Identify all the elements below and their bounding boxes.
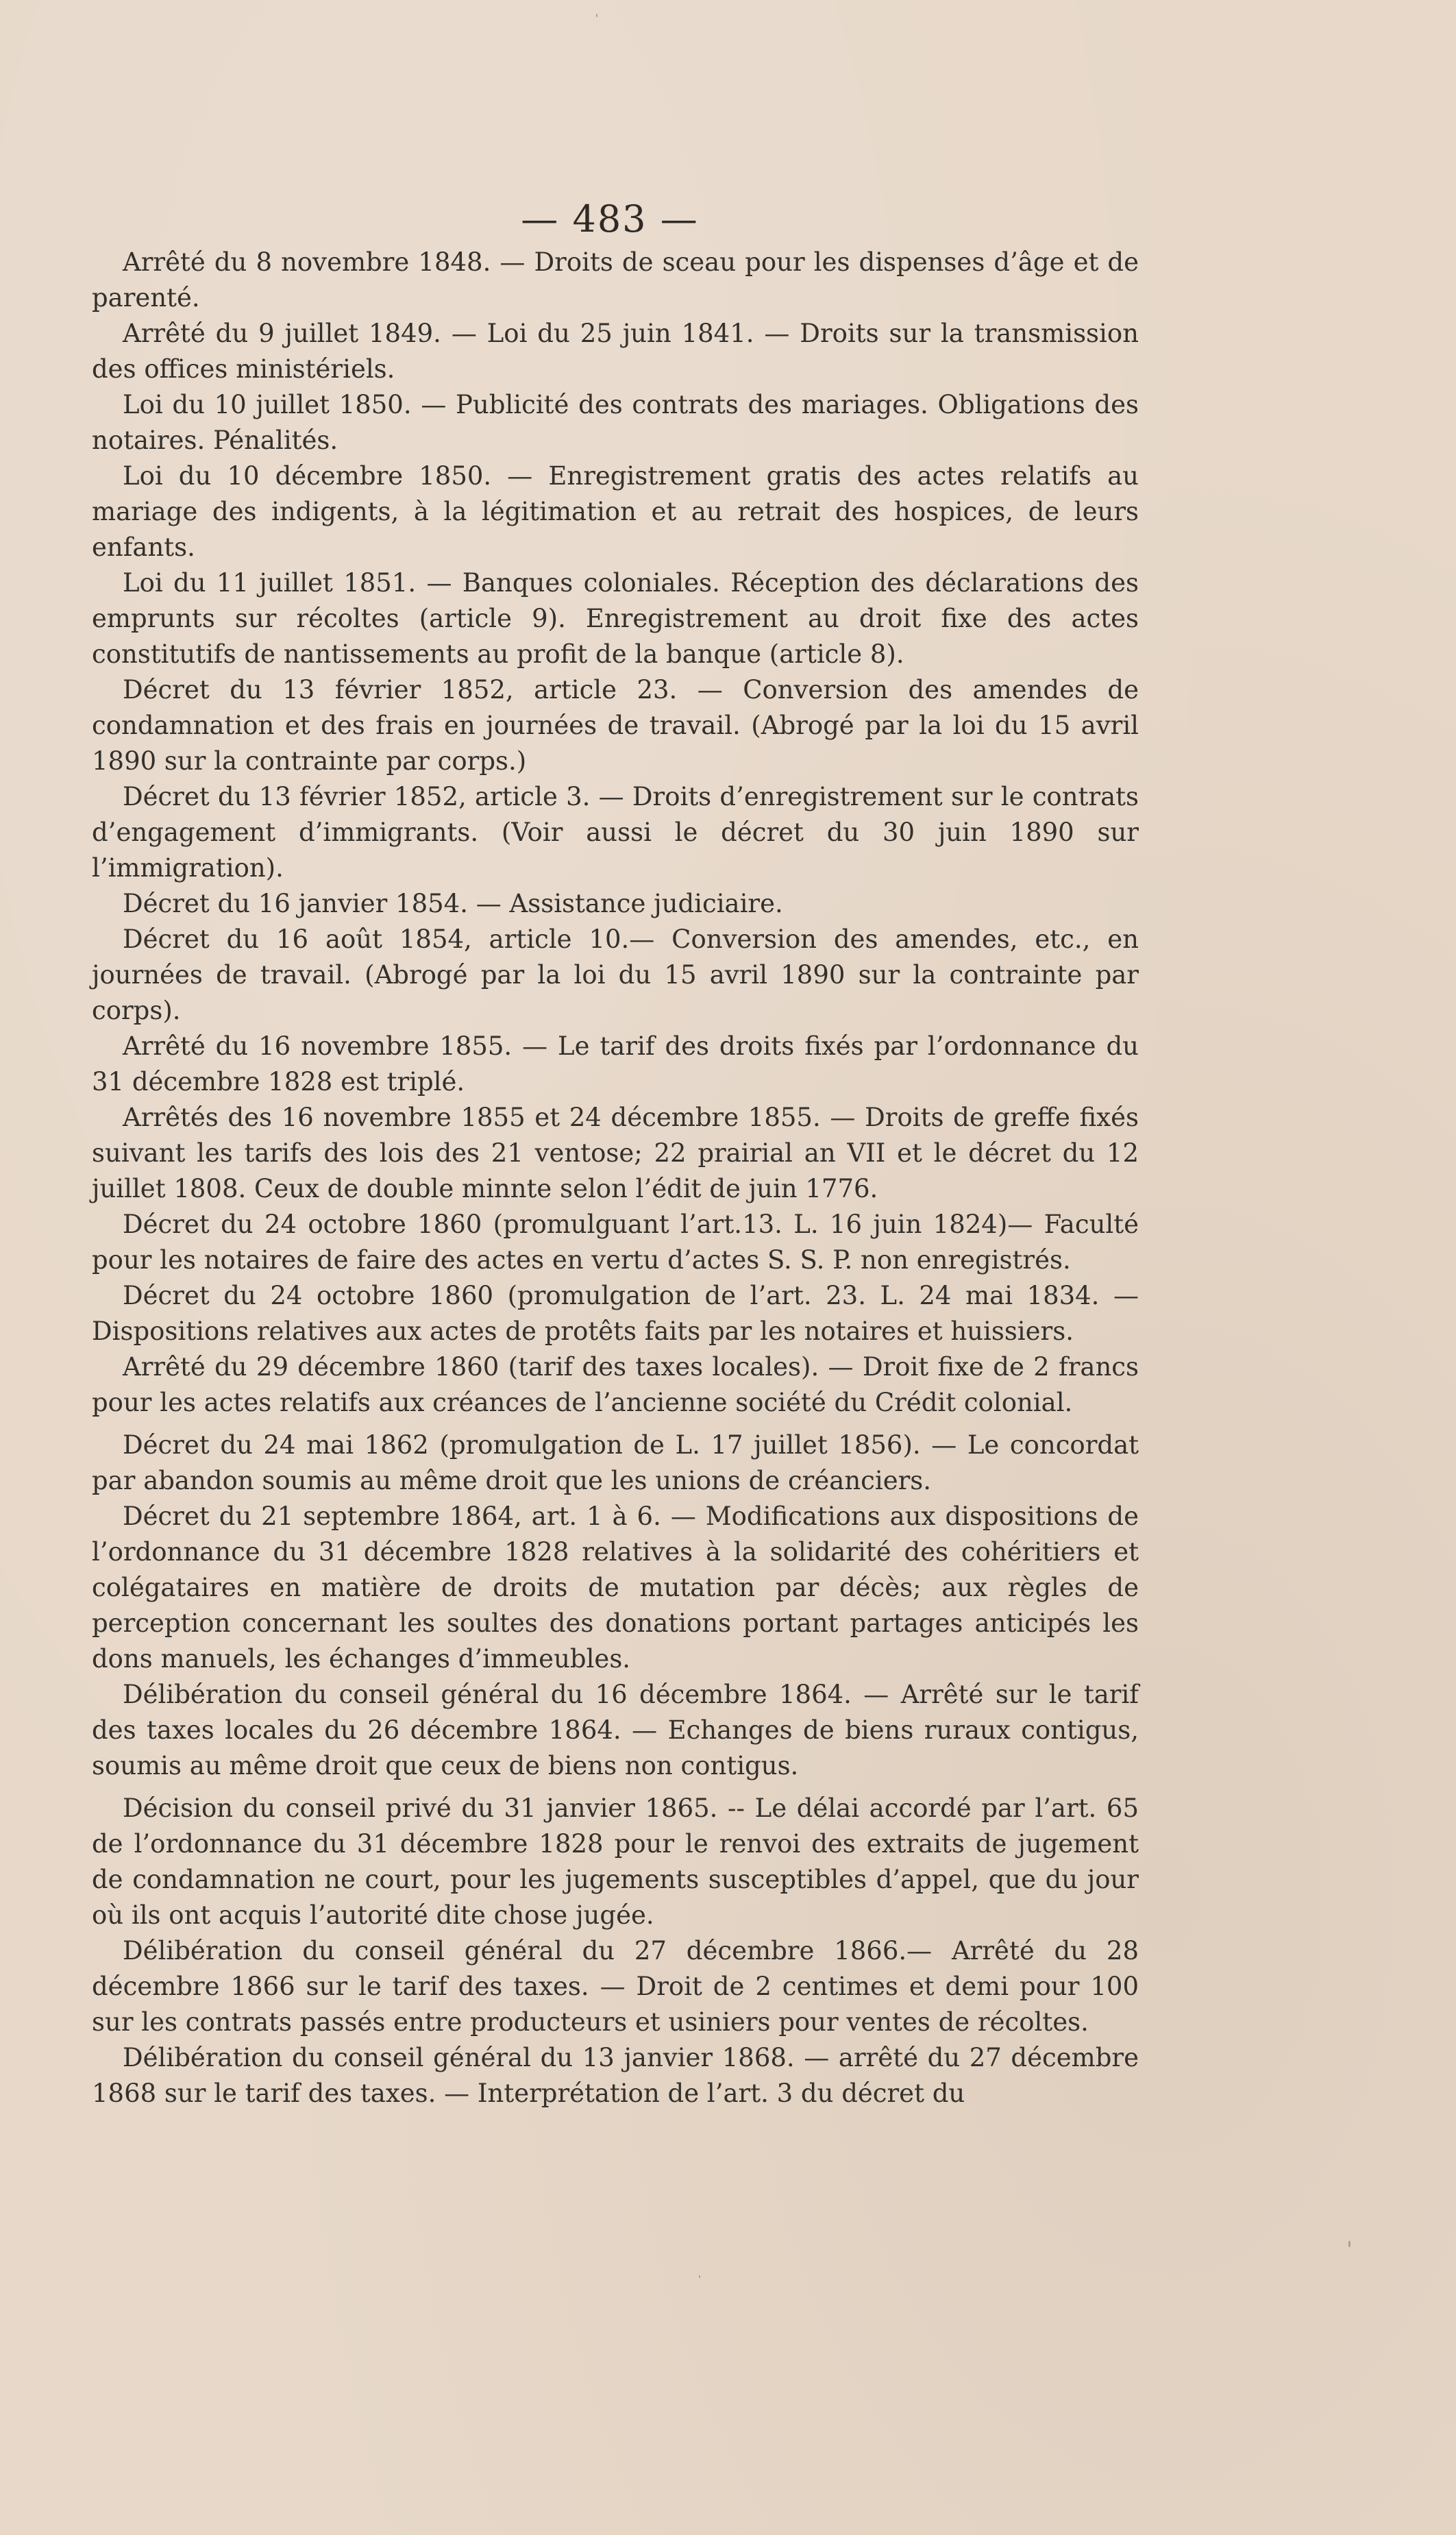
text-body: [92, 245, 1139, 2111]
paragraph: Décret du 21 septembre 1864, art. 1 à 6. — Modifications aux dispositions de l’ordonnance du 31 décembre 1828 relatives à la solidarité des cohéritiers et colégataires en matière de droits de mutation par décès; aux règles de perception concernant les soultes des donations portant partages anticipés les dons manuels, les échanges d’immeubles.: [92, 1502, 1139, 1674]
paragraph: Arrêtés des 16 novembre 1855 et 24 décembre 1855. — Droits de greffe fixés suivant les tarifs des lois des 21 ventose; 22 prairial an VII et le décret du 12 juillet 1808. Ceux de double minnte selon l’édit de juin 1776.: [92, 1103, 1139, 1203]
paragraph: Délibération du conseil général du 16 décembre 1864. — Arrêté sur le tarif des taxes locales du 26 décembre 1864. — Echanges de biens ruraux contigus, soumis au même droit que ceux de biens non contigus.: [92, 1680, 1139, 1780]
paragraph: Décret du 16 janvier 1854. — Assistance judiciaire.: [123, 889, 783, 918]
paragraph: Décret du 24 mai 1862 (promulgation de L. 17 juillet 1856). — Le concordat par abandon soumis au même droit que les unions de créanciers.: [92, 1430, 1139, 1495]
paragraph: Décret du 24 octobre 1860 (promulgation de l’art. 23. L. 24 mai 1834. — Dispositions relatives aux actes de protêts faits par les notaires et huissiers.: [92, 1281, 1139, 1346]
paragraph: Arrêté du 8 novembre 1848. — Droits de sceau pour les dispenses d’âge et de parenté.: [92, 247, 1139, 313]
paragraph: Délibération du conseil général du 27 décembre 1866.— Arrêté du 28 décembre 1866 sur le tarif des taxes. — Droit de 2 centimes et demi pour 100 sur les contrats passés entre producteurs et usiniers pour ventes de récoltes.: [92, 1936, 1139, 2037]
paper-speck: [596, 14, 597, 17]
paper-speck: [699, 2275, 700, 2278]
paragraph: Arrêté du 29 décembre 1860 (tarif des taxes locales). — Droit fixe de 2 francs pour les actes relatifs aux créances de l’ancienne société du Crédit colonial.: [92, 1352, 1139, 1417]
paragraph: Loi du 10 décembre 1850. — Enregistrement gratis des actes relatifs au mariage des indigents, à la légitimation et au retrait des hospices, de leurs enfants.: [92, 461, 1139, 562]
paragraph: Délibération du conseil général du 13 janvier 1868. — arrêté du 27 décembre 1868 sur le tarif des taxes. — Interprétation de l’art. 3 du décret du: [92, 2043, 1139, 2108]
paragraph: Arrêté du 9 juillet 1849. — Loi du 25 juin 1841. — Droits sur la transmission des offices ministériels.: [92, 319, 1139, 384]
paragraph: Décret du 13 février 1852, article 23. — Conversion des amendes de condamnation et des frais en journées de travail. (Abrogé par la loi du 15 avril 1890 sur la contrainte par corps.): [92, 675, 1139, 776]
paragraph: Loi du 10 juillet 1850. — Publicité des contrats des mariages. Obligations des notaires. Pénalités.: [92, 390, 1139, 455]
paragraph: Décret du 16 août 1854, article 10.— Conversion des amendes, etc., en journées de travail. (Abrogé par la loi du 15 avril 1890 sur la contrainte par corps).: [92, 924, 1139, 1025]
paper-speck: [1348, 2241, 1350, 2247]
paragraph: Décret du 13 février 1852, article 3. — Droits d’enregistrement sur le contrats d’engagement d’immigrants. (Voir aussi le décret du 30 juin 1890 sur l’immigration).: [92, 782, 1139, 883]
paragraph: Décret du 24 octobre 1860 (promulguant l’art.13. L. 16 juin 1824)— Faculté pour les notaires de faire des actes en vertu d’actes S. S. P. non enregistrés.: [92, 1210, 1139, 1275]
paragraph: Loi du 11 juillet 1851. — Banques coloniales. Réception des déclarations des emprunts sur récoltes (article 9). Enregistrement au droit fixe des actes constitutifs de nantissements au profit de la banque (article 8).: [92, 568, 1139, 669]
paragraph: Décision du conseil privé du 31 janvier 1865. -- Le délai accordé par l’art. 65 de l’ordonnance du 31 décembre 1828 pour le renvoi des extraits de jugement de condamnation ne court, pour les jugements susceptibles d’appel, que du jour où ils ont acquis l’autorité dite chose jugée.: [92, 1793, 1139, 1930]
page-number: — 483 —: [521, 197, 699, 241]
paragraph: Arrêté du 16 novembre 1855. — Le tarif des droits fixés par l’ordonnance du 31 décembre 1828 est triplé.: [92, 1031, 1139, 1097]
